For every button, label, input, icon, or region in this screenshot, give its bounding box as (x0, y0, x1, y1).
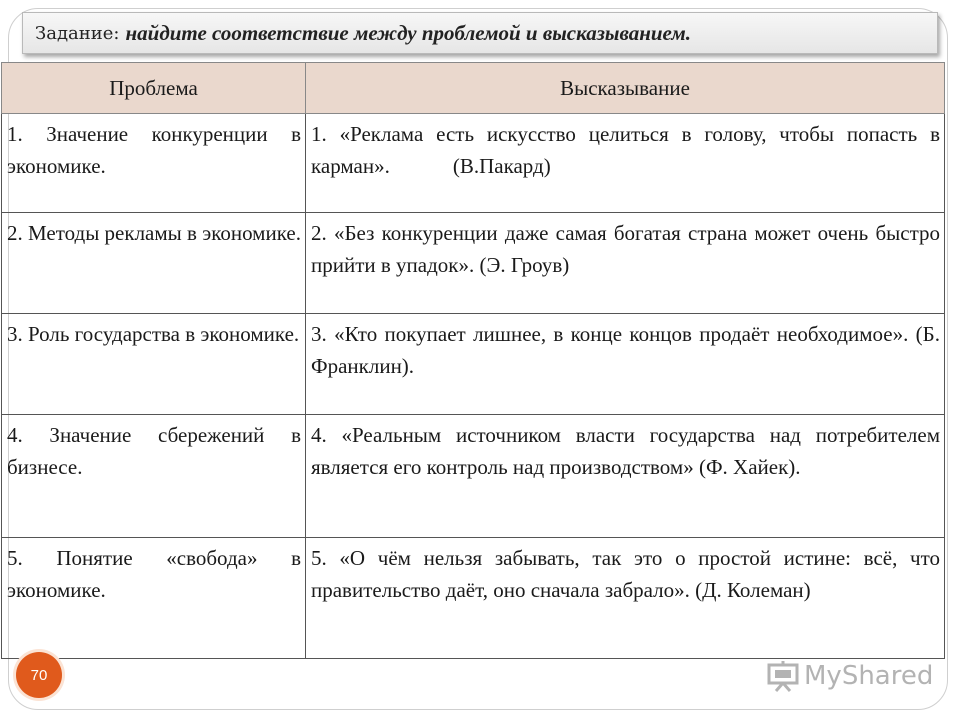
table-row (2, 114, 945, 213)
page-number: 70 (30, 666, 48, 684)
problem-cell: 5. Понятие «свобода» в экономике. (2, 538, 306, 659)
header-statement: Высказывание (306, 63, 945, 114)
watermark-text: MyShared (804, 661, 934, 691)
watermark (766, 656, 933, 696)
statement-cell: 5. «О чём нельзя забывать, так это о простой истине: всё, что правительство даёт, оно сначала забрало». (Д. Колеман) (306, 538, 945, 659)
table-row (2, 538, 945, 659)
task-text: найдите соответствие между проблемой и высказыванием. (125, 20, 691, 45)
problem-cell: 4. Значение сбережений в бизнесе. (2, 415, 306, 538)
table-row (2, 213, 945, 314)
statement-cell: 2. «Без конкуренции даже самая богатая страна может очень быстро прийти в упадок». (Э. Гроув) (306, 213, 945, 314)
statement-cell: 4. «Реальным источником власти государства над потребителем является его контроль над производством» (Ф. Хайек). (306, 415, 945, 538)
statement-cell: 3. «Кто покупает лишнее, в конце концов продаёт необходимое». (Б. Франклин). (306, 314, 945, 415)
header-problem: Проблема (2, 63, 306, 114)
task-banner (22, 12, 938, 54)
problem-cell: 2. Методы рекламы в экономике. (2, 213, 306, 314)
statement-cell: 1. «Реклама есть искусство целиться в голову, чтобы попасть в карман». (В.Пакард) (306, 114, 945, 213)
problem-cell: 3. Роль государства в экономике. (2, 314, 306, 415)
table-row (2, 314, 945, 415)
presentation-board-icon (766, 659, 800, 693)
problem-cell: 1. Значение конкуренции в экономике. (2, 114, 306, 213)
matching-table (1, 62, 945, 659)
task-prefix: Задание: (35, 22, 120, 44)
table-header-row (2, 63, 945, 114)
table-row (2, 415, 945, 538)
page-number-badge (16, 652, 62, 698)
